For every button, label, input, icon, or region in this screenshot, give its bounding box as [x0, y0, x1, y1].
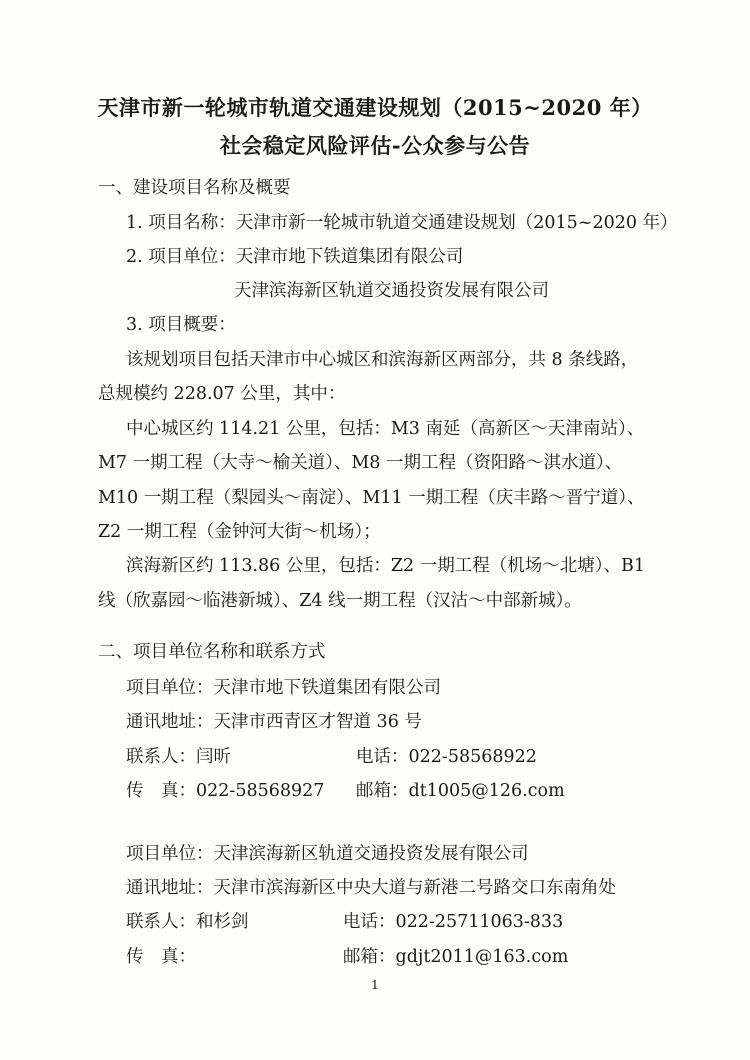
- title-line-1: 天津市新一轮城市轨道交通建设规划（2015~2020 年）: [97, 95, 653, 120]
- title-line-2: 社会稳定风险评估-公众参与公告: [219, 133, 531, 158]
- project-unit-2: 天津滨海新区轨道交通投资发展有限公司: [234, 281, 549, 301]
- overview-para-2-line-2: M7 一期工程（大寺～榆关道）、M8 一期工程（资阳路～淇水道）、: [98, 453, 623, 473]
- unit1-address: 通讯地址：天津市西青区才智道 36 号: [126, 712, 422, 732]
- unit2-address: 通讯地址：天津市滨海新区中央大道与新港二号路交口东南角处: [126, 878, 616, 898]
- unit2-fax: 传 真：: [126, 947, 196, 967]
- overview-para-1-line-1: 该规划项目包括天津市中心城区和滨海新区两部分，共 8 条线路，: [126, 350, 639, 370]
- overview-para-2-line-3: M10 一期工程（梨园头～南淀）、M11 一期工程（庆丰路～晋宁道）、: [98, 488, 645, 508]
- overview-para-3-line-2: 线（欣嘉园～临港新城）、Z4 线一期工程（汉沽～中部新城）。: [98, 591, 582, 611]
- project-name: 1. 项目名称：天津市新一轮城市轨道交通建设规划（2015~2020 年）: [126, 213, 678, 233]
- unit2-contact: 联系人：和杉剑: [126, 912, 249, 932]
- unit2-name: 项目单位：天津滨海新区轨道交通投资发展有限公司: [126, 844, 529, 864]
- project-overview-label: 3. 项目概要：: [126, 315, 236, 335]
- unit2-email: 邮箱：gdjt2011@163.com: [343, 947, 569, 967]
- unit1-name: 项目单位：天津市地下铁道集团有限公司: [126, 678, 441, 698]
- project-unit: 2. 项目单位：天津市地下铁道集团有限公司: [126, 247, 464, 267]
- overview-para-2-line-4: Z2 一期工程（金钟河大街～机场）；: [98, 522, 381, 542]
- unit2-phone: 电话：022-25711063-833: [343, 912, 564, 932]
- section1-heading: 一、建设项目名称及概要: [98, 178, 291, 198]
- overview-para-2-line-1: 中心城区约 114.21 公里，包括：M3 南延（高新区～天津南站）、: [126, 419, 645, 439]
- overview-para-1-line-2: 总规模约 228.07 公里，其中：: [98, 384, 346, 404]
- page-number: 1: [371, 978, 379, 992]
- overview-para-3-line-1: 滨海新区约 113.86 公里，包括：Z2 一期工程（机场～北塘）、B1: [126, 556, 645, 576]
- unit1-fax: 传 真：022-58568927: [126, 781, 325, 801]
- unit1-email: 邮箱：dt1005@126.com: [356, 781, 565, 801]
- unit1-contact: 联系人：闫昕: [126, 747, 231, 767]
- section2-heading: 二、项目单位名称和联系方式: [98, 642, 326, 662]
- unit1-phone: 电话：022-58568922: [356, 747, 537, 767]
